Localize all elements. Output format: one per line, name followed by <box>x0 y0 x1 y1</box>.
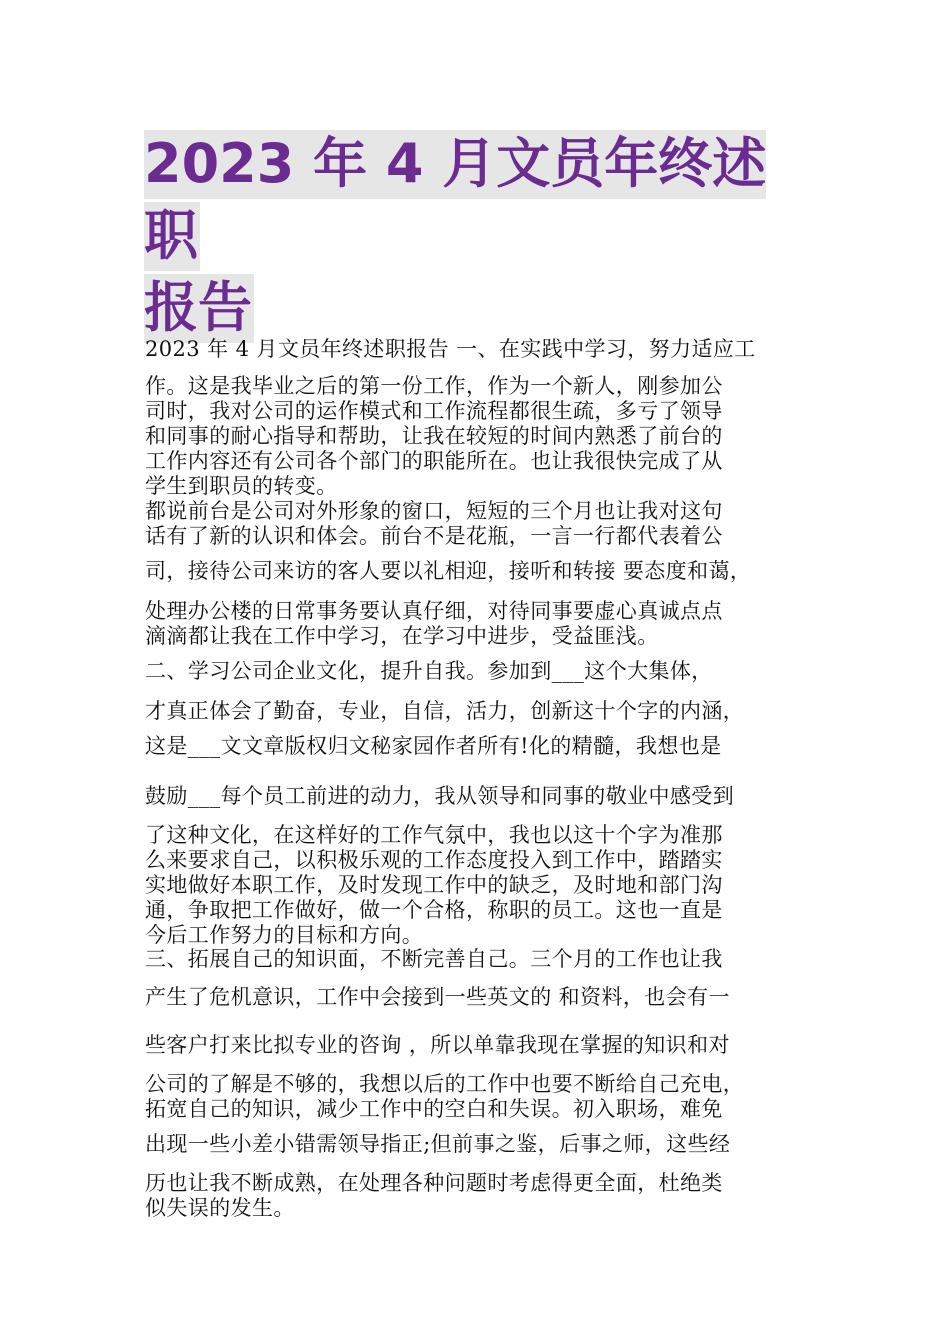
body-line: 三、拓展自己的知识面，不断完善自己。三个月的工作也让我 <box>145 947 723 971</box>
body-line: 么来要求自己，以积极乐观的工作态度投入到工作中，踏踏实 <box>145 848 723 872</box>
body-line: 二、学习公司企业文化，提升自我。参加到___这个大集体， <box>145 659 713 683</box>
body-line: 话有了新的认识和体会。前台不是花瓶，一言一行都代表着公 <box>145 524 723 548</box>
body-line: 历也让我不断成熟，在处理各种问题时考虑得更全面，杜绝类 <box>145 1171 723 1195</box>
body-line: 了这种文化，在这样好的工作气氛中，我也以这十个字为准那 <box>145 823 723 847</box>
body-line: 学生到职员的转变。 <box>145 474 338 498</box>
body-line: 滴滴都让我在工作中学习，在学习中进步，受益匪浅。 <box>145 624 659 648</box>
title-line-2: 报告 <box>144 274 254 343</box>
body-line: 2023 年 4 月文员年终述职报告 一、在实践中学习，努力适应工 <box>145 337 756 361</box>
body-line: 拓宽自己的知识，减少工作中的空白和失误。初入职场，难免 <box>145 1097 723 1121</box>
body-line: 通，争取把工作做好，做一个合格，称职的员工。这也一直是 <box>145 898 723 922</box>
body-line: 和同事的耐心指导和帮助，让我在较短的时间内熟悉了前台的 <box>145 424 723 448</box>
body-line: 作。这是我毕业之后的第一份工作，作为一个新人，刚参加公 <box>145 374 723 398</box>
document-title <box>144 128 814 344</box>
body-line: 这是___文文章版权归文秘家园作者所有!化的精髓，我想也是 <box>145 734 722 758</box>
body-line: 处理办公楼的日常事务要认真仔细，对待同事要虚心真诚点点 <box>145 599 723 623</box>
body-line: 今后工作努力的目标和方向。 <box>145 923 424 947</box>
body-line: 实地做好本职工作，及时发现工作中的缺乏，及时地和部门沟 <box>145 873 723 897</box>
body-line: 司时，我对公司的运作模式和工作流程都很生疏，多亏了领导 <box>145 399 723 423</box>
body-line: 鼓励___每个员工前进的动力，我从领导和同事的敬业中感受到 <box>145 784 735 808</box>
body-line: 才真正体会了勤奋，专业，自信，活力，创新这十个字的内涵， <box>145 699 745 723</box>
body-line: 工作内容还有公司各个部门的职能所在。也让我很快完成了从 <box>145 449 723 473</box>
body-line: 司，接待公司来访的客人要以礼相迎，接听和转接 要态度和蔼， <box>145 559 752 583</box>
body-line: 产生了危机意识，工作中会接到一些英文的 和资料，也会有一 <box>145 985 730 1009</box>
body-line: 似失误的发生。 <box>145 1196 295 1220</box>
title-line-1: 2023 年 4 月文员年终述职 <box>144 130 766 271</box>
body-line: 都说前台是公司对外形象的窗口，短短的三个月也让我对这句 <box>145 499 723 523</box>
body-line: 出现一些小差小错需领导指正;但前事之鉴，后事之师，这些经 <box>145 1132 731 1156</box>
body-line: 些客户打来比拟专业的咨询 ，所以单靠我现在掌握的知识和对 <box>145 1033 730 1057</box>
body-line: 公司的了解是不够的，我想以后的工作中也要不断给自己充电， <box>145 1072 745 1096</box>
